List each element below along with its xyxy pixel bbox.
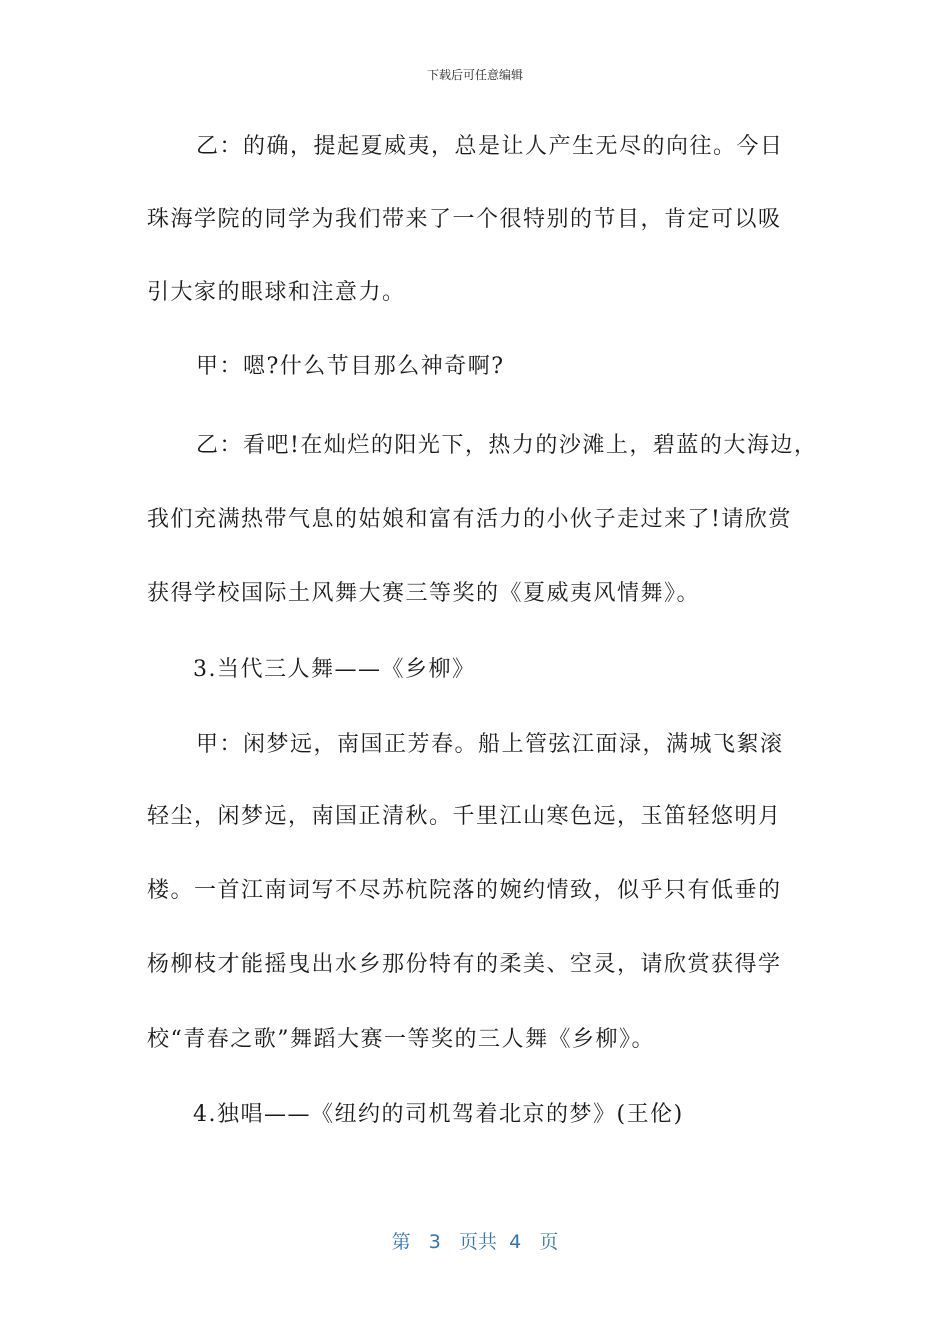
text-line: 楼。一首江南词写不尽苏杭院落的婉约情致，似乎只有低垂的 bbox=[147, 878, 782, 903]
current-page-number: 3 bbox=[428, 1231, 441, 1253]
text-line: 引大家的眼球和注意力。 bbox=[147, 280, 406, 305]
text-line: 乙：看吧!在灿烂的阳光下，热力的沙滩上，碧蓝的大海边， bbox=[196, 433, 818, 458]
text-line: 轻尘，闲梦远，南国正清秋。千里江山寒色远，玉笛轻悠明月 bbox=[147, 804, 782, 829]
text-line: 我们充满热带气息的姑娘和富有活力的小伙子走过来了!请欣赏 bbox=[147, 507, 792, 532]
text-line: 校“青春之歌”舞蹈大赛一等奖的三人舞《乡柳》。 bbox=[147, 1027, 655, 1052]
text-line: 杨柳枝才能摇曳出水乡那份特有的柔美、空灵，请欣赏获得学 bbox=[147, 952, 782, 977]
footer-suffix: 页 bbox=[539, 1231, 559, 1253]
footer-middle: 页共 bbox=[459, 1231, 498, 1253]
header-note: 下载后可任意编辑 bbox=[426, 68, 523, 82]
text-line: 珠海学院的同学为我们带来了一个很特别的节目，肯定可以吸 bbox=[147, 207, 782, 232]
text-line: 甲：嗯?什么节目那么神奇啊? bbox=[196, 354, 505, 379]
page-footer bbox=[0, 1227, 950, 1254]
text-line: 乙：的确，提起夏威夷，总是让人产生无尽的向往。今日 bbox=[196, 134, 784, 159]
footer-prefix: 第 bbox=[391, 1231, 411, 1253]
total-pages-number: 4 bbox=[509, 1231, 522, 1253]
section-heading: 3.当代三人舞——《乡柳》 bbox=[193, 657, 476, 682]
text-line: 甲：闲梦远，南国正芳春。船上管弦江面渌，满城飞絮滚 bbox=[196, 732, 784, 757]
section-heading: 4.独唱——《纽约的司机驾着北京的梦》(王伦) bbox=[193, 1102, 684, 1127]
text-line: 获得学校国际土风舞大赛三等奖的《夏威夷风情舞》。 bbox=[147, 581, 701, 606]
